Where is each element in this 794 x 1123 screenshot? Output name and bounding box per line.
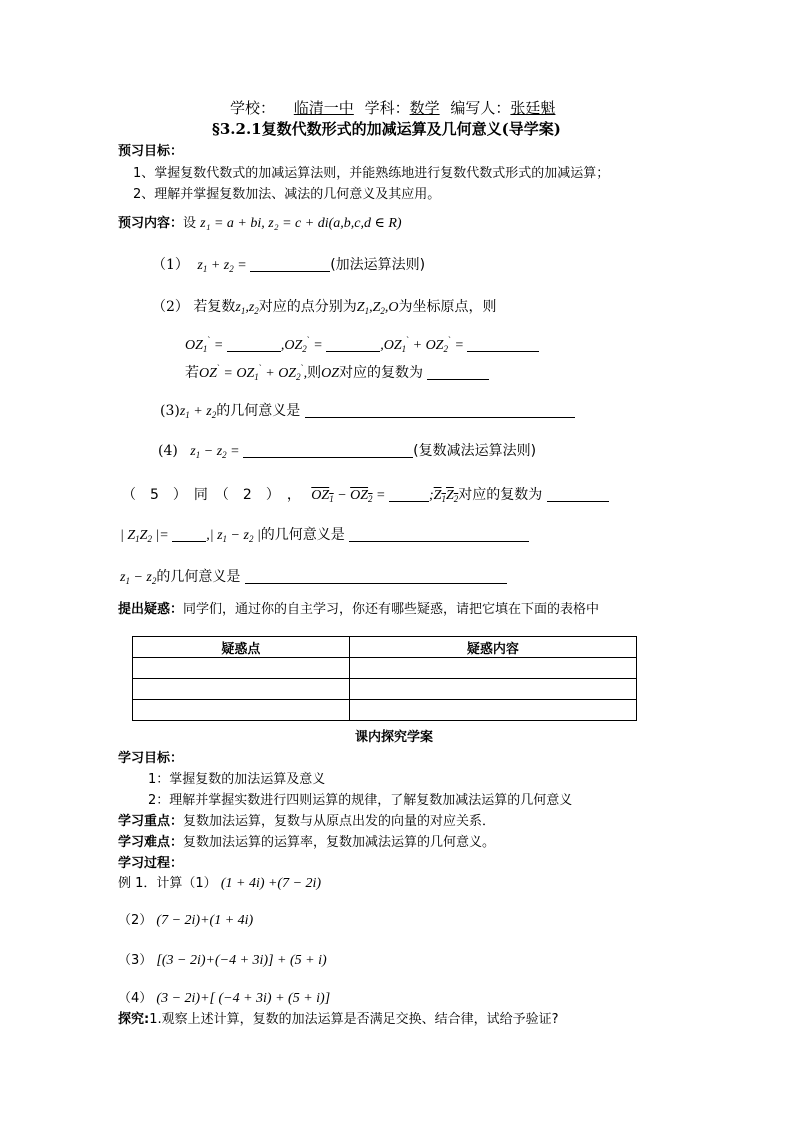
- q6-text: 的几何意义是: [260, 527, 345, 543]
- example-expression: (1 + 4i) +(7 − 2i): [220, 876, 322, 891]
- item-number: （2）: [118, 913, 153, 928]
- preview-content-line: [118, 212, 402, 232]
- explore: [118, 1008, 559, 1027]
- question-7: $z_1 - z_2$的几何意义是: [120, 566, 507, 586]
- q1-number: （1）: [152, 257, 189, 273]
- blank[interactable]: [467, 336, 539, 352]
- section-title: 课内探究学案: [355, 730, 434, 745]
- q1-blank[interactable]: [250, 256, 330, 272]
- blank[interactable]: [227, 336, 281, 352]
- table-cell[interactable]: [133, 658, 350, 679]
- intro-formula: z₁ = a + bi, z₂ = c + di(a,b,c,d ∈ R): [200, 216, 402, 231]
- questions-line: [118, 598, 599, 617]
- q1-note: (加法运算法则): [330, 257, 426, 273]
- q2-number: （2）: [152, 299, 189, 315]
- explore-label: 探究:: [118, 1012, 150, 1027]
- q4-number: (4): [158, 443, 178, 459]
- table-cell[interactable]: [349, 679, 636, 700]
- item-expression: [(3 − 2i)+(−4 + 3i)] + (5 + i): [156, 953, 327, 968]
- questions-table: [132, 636, 637, 721]
- intro-text: 设: [183, 216, 197, 231]
- school-name: 临清一中: [293, 99, 354, 117]
- key-points-text: 复数加法运算，复数与从原点出发的向量的对应关系．: [183, 814, 496, 829]
- item-number: （3）: [118, 953, 153, 968]
- question-5: （ 5 ） 同 （ 2 ） ， $OZ_1 - OZ_2$ = $;Z_1Z_2$对应的复数为: [122, 484, 609, 504]
- q2-text: 对应的复数为: [339, 365, 423, 381]
- blank[interactable]: [326, 336, 380, 352]
- example-item: [118, 987, 330, 1007]
- preview-content-heading: 预习内容：: [118, 216, 184, 231]
- column-header: 疑惑内容: [349, 637, 636, 658]
- question-1: （1） $z_1 + z_2$ = (加法运算法则): [152, 257, 426, 274]
- blank[interactable]: [172, 526, 206, 542]
- question-4: (4) $z_1 - z_2$ = (复数减法运算法则): [158, 443, 537, 460]
- key-points-label: 学习重点：: [118, 814, 184, 829]
- key-points: [118, 810, 495, 829]
- subject-name: 数学: [409, 99, 440, 117]
- q3-number: (3): [160, 403, 180, 419]
- difficulties-text: 复数加法运算的运算率，复数加减法运算的几何意义。: [183, 835, 496, 850]
- q5-text: 对应的复数为: [458, 487, 543, 503]
- question-3: $(3)z_1 + z_2$的几何意义是: [160, 400, 575, 420]
- q4-blank[interactable]: [243, 442, 413, 458]
- table-cell[interactable]: [349, 658, 636, 679]
- q2-text: 若复数: [193, 299, 236, 315]
- explore-text: 1.观察上述计算，复数的加法运算是否满足交换、结合律，试给予验证?: [149, 1012, 559, 1027]
- example-item: [118, 909, 253, 929]
- q2-second-line: 若$OZ^` = OZ_1^` + OZ_2^`$,则OZ对应的复数为: [185, 362, 489, 382]
- blank[interactable]: [349, 526, 529, 542]
- subject-label: 学科：: [364, 99, 410, 117]
- table-cell[interactable]: [349, 700, 636, 721]
- q3-text: 的几何意义是: [216, 403, 301, 419]
- table-header-row: [133, 637, 637, 658]
- q2-text: 为坐标原点，则: [398, 299, 497, 315]
- process-heading: 学习过程：: [118, 856, 184, 871]
- item-number: （4）: [118, 991, 153, 1006]
- author-name: 张廷魁: [510, 99, 556, 117]
- q3-blank[interactable]: [305, 402, 575, 418]
- table-row: [133, 658, 637, 679]
- table-cell[interactable]: [133, 700, 350, 721]
- table-cell[interactable]: [133, 679, 350, 700]
- preview-goals-heading: 预习目标：: [118, 144, 184, 159]
- difficulties-label: 学习难点：: [118, 835, 184, 850]
- question-6: | $Z_1Z_2$ |= ,| $z_1 - z_2$ |的几何意义是: [120, 524, 529, 544]
- preview-goal-item: 2、理解并掌握复数加法、减法的几何意义及其应用。: [133, 187, 441, 202]
- page-title: §3.2.1复数代数形式的加减运算及几何意义(导学案): [212, 120, 561, 138]
- table-row: [133, 700, 637, 721]
- item-expression: (3 − 2i)+[ (−4 + 3i) + (5 + i)]: [156, 991, 331, 1006]
- example-1: [118, 872, 321, 892]
- q2-text: 若: [185, 365, 199, 381]
- blank[interactable]: [245, 568, 507, 584]
- q2-text: 则: [307, 365, 322, 381]
- q5-number: （ 5 ） 同 （ 2 ） ，: [122, 487, 301, 503]
- question-2: （2） 若复数$z_1,z_2$对应的点分别为$Z_1,Z_2,O$为坐标原点，则: [152, 299, 497, 316]
- blank[interactable]: [547, 486, 609, 502]
- q2-text: 对应的点分别为: [258, 299, 357, 315]
- table-row: [133, 679, 637, 700]
- study-goals-heading: 学习目标：: [118, 751, 184, 766]
- header-line: [230, 97, 555, 118]
- preview-goal-item: 1、掌握复数代数式的加减运算法则，并能熟练地进行复数代数式形式的加减运算；: [133, 166, 610, 181]
- blank[interactable]: [427, 364, 489, 380]
- example-label: 例 1．计算（1）: [118, 876, 217, 891]
- study-goal-item: 2：理解并掌握实数进行四则运算的规律，了解复数加减法运算的几何意义: [148, 793, 573, 808]
- study-goal-item: 1：掌握复数的加法运算及意义: [148, 772, 326, 787]
- item-expression: (7 − 2i)+(1 + 4i): [156, 913, 254, 928]
- author-label: 编写人：: [450, 99, 511, 117]
- school-label: 学校：: [230, 99, 276, 117]
- questions-heading: 提出疑惑：: [118, 602, 184, 617]
- q7-text: 的几何意义是: [156, 569, 241, 585]
- q2-vectors-line: $OZ_1^` = ,OZ_2^` = ,OZ_1^` + OZ_2^`$ =: [185, 335, 539, 354]
- column-header: 疑惑点: [133, 637, 350, 658]
- q4-note: (复数减法运算法则): [413, 443, 537, 459]
- difficulties: [118, 831, 495, 850]
- example-item: [118, 949, 327, 969]
- blank[interactable]: [389, 486, 429, 502]
- questions-text: 同学们，通过你的自主学习，你还有哪些疑惑，请把它填在下面的表格中: [183, 602, 600, 617]
